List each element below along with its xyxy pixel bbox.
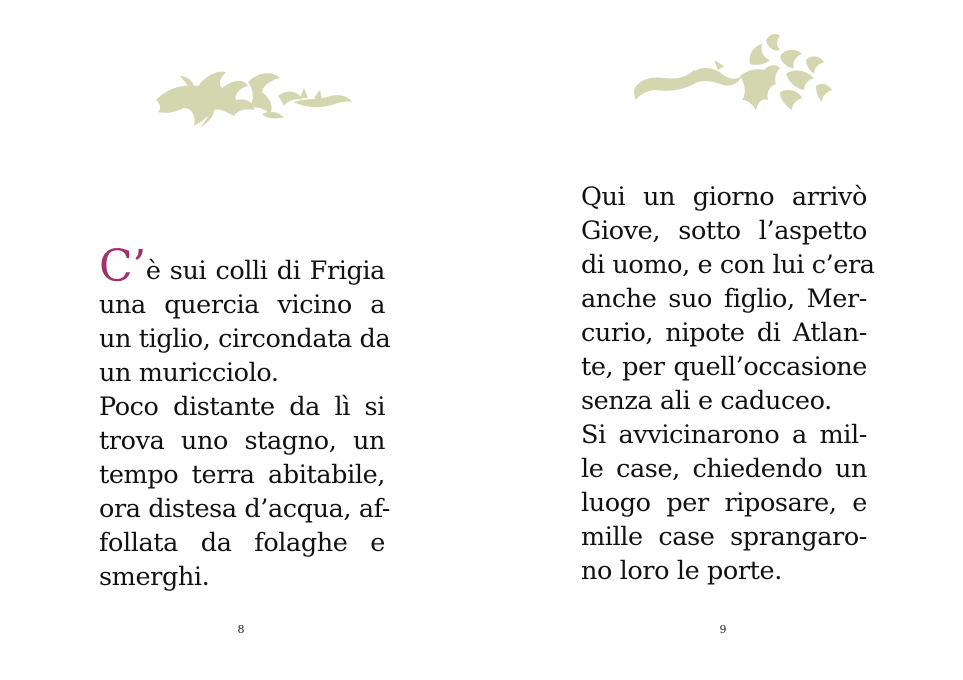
text-line: Giove, sotto l’aspetto bbox=[581, 216, 867, 246]
page-number: 9 bbox=[719, 623, 727, 636]
text-line: trova uno stagno, un bbox=[99, 426, 385, 456]
text-line: no loro le porte. bbox=[581, 556, 782, 586]
text-line: tempo terra abitabile, bbox=[99, 460, 385, 490]
text-line: Poco distante da lì si bbox=[99, 392, 385, 422]
text-line: follata da folaghe e bbox=[99, 528, 385, 558]
text-line: curio, nipote di Atlan- bbox=[581, 318, 867, 348]
text-line: Qui un giorno arrivò bbox=[581, 182, 867, 212]
text-line: te, per quell’occasione bbox=[581, 352, 867, 382]
text-line: un tiglio, circondata da bbox=[99, 324, 391, 354]
text-line: smerghi. bbox=[99, 562, 210, 592]
text-line: le case, chiedendo un bbox=[581, 454, 867, 484]
page-number: 8 bbox=[237, 623, 245, 636]
text-line: un muricciolo. bbox=[99, 358, 279, 388]
right-page bbox=[482, 0, 963, 680]
text-line: di uomo, e con lui c’era bbox=[581, 250, 875, 280]
text-line: ora distesa d’acqua, af- bbox=[99, 494, 390, 524]
branch-flourish-ornament bbox=[630, 30, 835, 120]
drop-cap: C’ bbox=[99, 241, 146, 292]
text-line: Si avvicinarono a mil- bbox=[581, 420, 867, 450]
text-line: anche suo figlio, Mer- bbox=[581, 284, 867, 314]
leaf-flourish-ornament bbox=[150, 58, 355, 130]
left-page-text bbox=[99, 241, 391, 594]
text-line: una quercia vicino a bbox=[99, 290, 385, 320]
text-line: luogo per riposare, e bbox=[581, 488, 867, 518]
right-page-text bbox=[581, 180, 875, 588]
text-line: C’è sui colli di Frigia bbox=[99, 241, 385, 292]
left-page bbox=[0, 0, 481, 680]
text-line: mille case sprangaro- bbox=[581, 522, 867, 552]
text-line: senza ali e caduceo. bbox=[581, 386, 832, 416]
